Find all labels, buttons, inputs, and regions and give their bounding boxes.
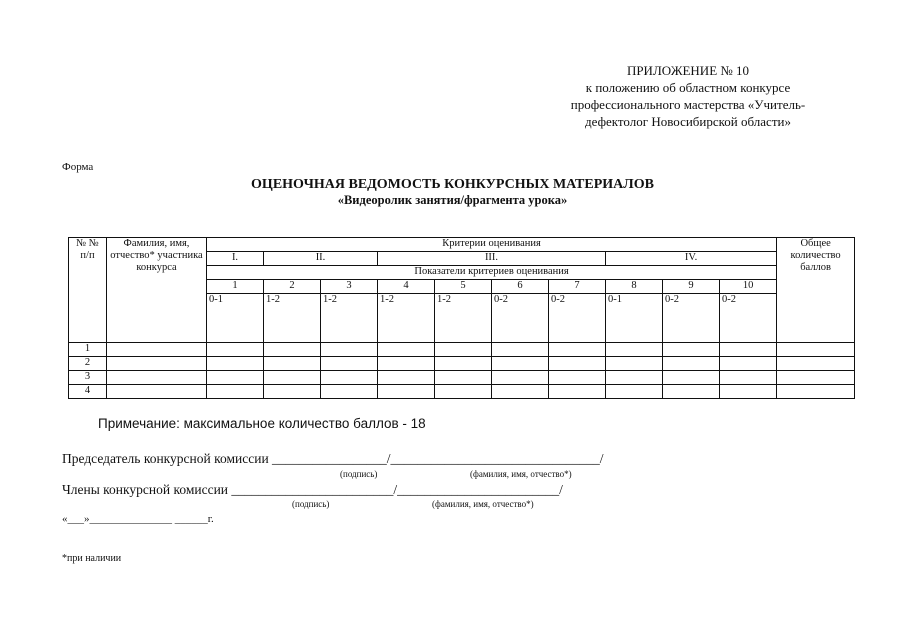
appendix-line-4: дефектолог Новосибирской области» <box>585 114 791 129</box>
appendix-number: ПРИЛОЖЕНИЕ № 10 <box>626 63 750 78</box>
table-cell <box>321 371 378 385</box>
indicator-number: 7 <box>549 280 606 294</box>
table-cell <box>207 343 264 357</box>
form-label: Форма <box>62 161 94 173</box>
score-range: 0-2 <box>549 294 606 343</box>
row-number: 1 <box>69 343 107 357</box>
table-cell <box>492 343 549 357</box>
table-cell <box>492 385 549 399</box>
indicator-number: 8 <box>606 280 663 294</box>
table-cell <box>777 357 855 371</box>
appendix-line-2: к положению об областном конкурсе <box>585 80 791 95</box>
table-row <box>69 357 855 371</box>
chairman-name-hint: (фамилия, имя, отчество*) <box>470 469 572 479</box>
indicator-number: 10 <box>720 280 777 294</box>
table-cell <box>435 371 492 385</box>
table-cell <box>549 357 606 371</box>
header-row-number: № № п/п <box>69 238 107 343</box>
table-cell <box>720 385 777 399</box>
header-total-score: Общее количество баллов <box>777 238 855 343</box>
criteria-group-2: II. <box>264 252 378 266</box>
members-signature-hint: (подпись) <box>292 499 330 509</box>
table-cell <box>606 357 663 371</box>
document-subtitle: «Видеоролик занятия/фрагмента урока» <box>337 193 568 207</box>
table-cell <box>378 385 435 399</box>
criteria-group-4: IV. <box>606 252 777 266</box>
row-number: 3 <box>69 371 107 385</box>
table-cell <box>663 343 720 357</box>
table-cell <box>378 371 435 385</box>
table-cell <box>720 371 777 385</box>
score-range: 1-2 <box>264 294 321 343</box>
score-range: 1-2 <box>435 294 492 343</box>
score-range: 0-1 <box>606 294 663 343</box>
table-cell <box>720 343 777 357</box>
table-cell <box>606 385 663 399</box>
indicator-number: 2 <box>264 280 321 294</box>
chairman-signature-line: Председатель конкурсной комиссии _________________/_______________________________/ <box>62 451 604 466</box>
indicator-number: 4 <box>378 280 435 294</box>
table-cell <box>435 385 492 399</box>
table-cell <box>264 357 321 371</box>
score-range: 0-2 <box>663 294 720 343</box>
table-cell <box>492 357 549 371</box>
table-cell <box>492 371 549 385</box>
table-cell <box>549 371 606 385</box>
table-cell <box>378 357 435 371</box>
header-indicators: Показатели критериев оценивания <box>207 266 777 280</box>
table-cell <box>321 385 378 399</box>
row-number: 2 <box>69 357 107 371</box>
table-cell <box>321 343 378 357</box>
appendix-header <box>543 62 833 130</box>
table-cell <box>378 343 435 357</box>
header-participant-name: Фамилия, имя, отчество* участника конкурса <box>107 238 207 343</box>
chairman-signature-hint: (подпись) <box>340 469 378 479</box>
table-cell <box>107 371 207 385</box>
footnote: *при наличии <box>62 553 122 564</box>
table-cell <box>264 371 321 385</box>
table-cell <box>264 343 321 357</box>
table-cell <box>606 371 663 385</box>
row-number: 4 <box>69 385 107 399</box>
table-cell <box>777 385 855 399</box>
table-cell <box>606 343 663 357</box>
table-cell <box>207 357 264 371</box>
indicator-number: 6 <box>492 280 549 294</box>
date-line: «___»_______________ ______г. <box>62 513 214 525</box>
criteria-group-3: III. <box>378 252 606 266</box>
score-range: 1-2 <box>378 294 435 343</box>
table-cell <box>720 357 777 371</box>
table-cell <box>264 385 321 399</box>
max-score-note: Примечание: максимальное количество баллов - 18 <box>98 416 426 431</box>
score-range: 0-2 <box>720 294 777 343</box>
table-row <box>69 343 855 357</box>
evaluation-table <box>68 237 855 399</box>
indicator-number: 3 <box>321 280 378 294</box>
table-cell <box>321 357 378 371</box>
table-cell <box>663 357 720 371</box>
table-row <box>69 371 855 385</box>
criteria-group-1: I. <box>207 252 264 266</box>
table-cell <box>549 343 606 357</box>
table-cell <box>663 385 720 399</box>
indicator-number: 5 <box>435 280 492 294</box>
indicator-number: 9 <box>663 280 720 294</box>
score-range: 0-2 <box>492 294 549 343</box>
table-cell <box>663 371 720 385</box>
indicator-number: 1 <box>207 280 264 294</box>
members-signature-line: Члены конкурсной комиссии ________________________/________________________/ <box>62 482 563 497</box>
document-title: ОЦЕНОЧНАЯ ВЕДОМОСТЬ КОНКУРСНЫХ МАТЕРИАЛОВ <box>251 177 654 192</box>
members-name-hint: (фамилия, имя, отчество*) <box>432 499 534 509</box>
table-cell <box>207 385 264 399</box>
table-cell <box>107 385 207 399</box>
table-cell <box>107 357 207 371</box>
table-cell <box>777 371 855 385</box>
header-criteria: Критерии оценивания <box>207 238 777 252</box>
table-cell <box>435 357 492 371</box>
appendix-line-3: профессионального мастерства «Учитель- <box>570 97 806 112</box>
table-cell <box>207 371 264 385</box>
table-cell <box>777 343 855 357</box>
table-cell <box>435 343 492 357</box>
table-cell <box>549 385 606 399</box>
score-range: 1-2 <box>321 294 378 343</box>
table-row <box>69 385 855 399</box>
score-range: 0-1 <box>207 294 264 343</box>
table-cell <box>107 343 207 357</box>
